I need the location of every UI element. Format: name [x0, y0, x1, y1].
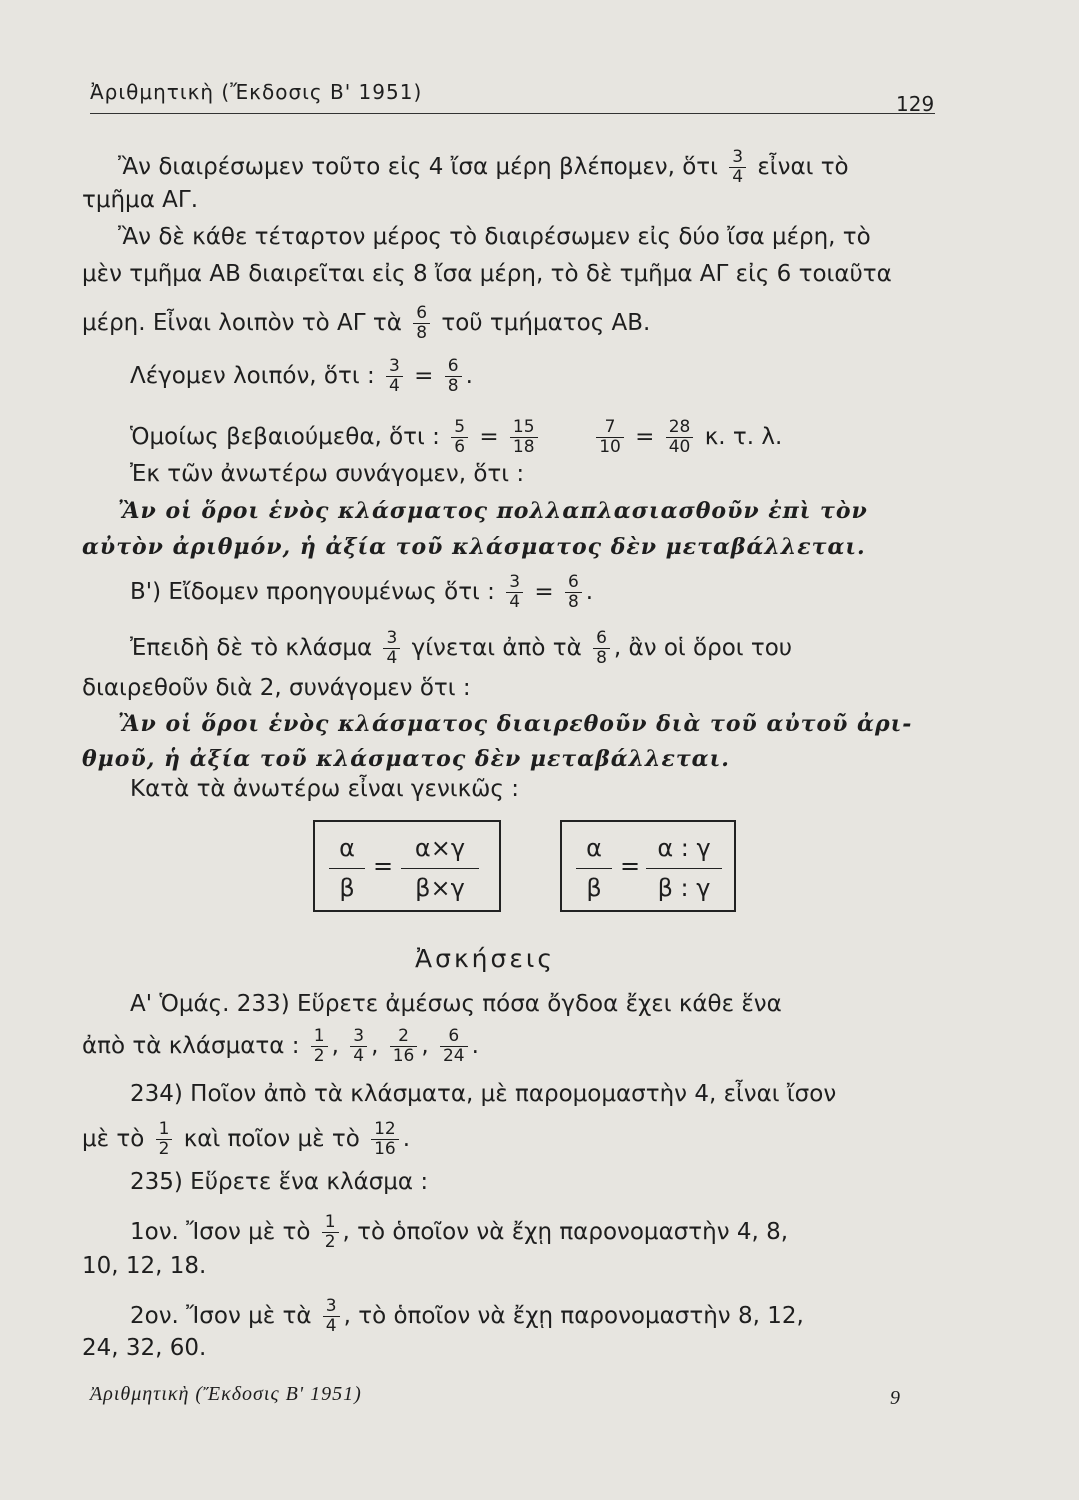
text-line: μέρη. Εἶναι λοιπὸν τὸ ΑΓ τὰ $\frac{6}{8}$ τοῦ τμήματος ΑΒ.: [82, 303, 651, 343]
fraction: $\frac{28}{40}$: [666, 418, 694, 457]
page-number: 129: [896, 92, 935, 116]
text-line: μὲ τὸ $\frac{1}{2}$ καὶ ποῖον μὲ τὸ $\frac{12}{16}$ .: [82, 1119, 411, 1159]
text-line: Ἐκ τῶν ἀνωτέρω συνάγομεν, ὅτι :: [130, 461, 525, 487]
running-title: Ἀριθμητικὴ (Ἔκδοσις Β' 1951): [90, 80, 423, 104]
fraction: $\frac{6}{8}$: [413, 304, 430, 343]
text-line: τμῆμα ΑΓ.: [82, 187, 199, 213]
text-line: ἀπὸ τὰ κλάσματα : $\frac{1}{2}$ , $\frac{3}{4}$ , $\frac{2}{16}$ , $\frac{6}{24}$ .: [82, 1026, 479, 1066]
text-line: 10, 12, 18.: [82, 1253, 207, 1279]
text-line: Κατὰ τὰ ἀνωτέρω εἶναι γενικῶς :: [130, 776, 519, 802]
header-rule: [90, 113, 935, 114]
exercise-234: 234) Ποῖον ἀπὸ τὰ κλάσματα, μὲ παρομομαστὴν 4, εἶναι ἴσον: [130, 1081, 837, 1107]
sheet-number: 9: [890, 1387, 900, 1409]
text-line: 1ον. Ἴσον μὲ τὸ $\frac{1}{2}$ , τὸ ὁποῖον νὰ ἔχῃ παρονομαστὴν 4, 8,: [130, 1212, 789, 1252]
formula-box-multiply: α β = α×γ β×γ: [313, 820, 501, 912]
rule-statement: αὐτὸν ἀριθμόν, ἡ ἀξία τοῦ κλάσματος δὲν μεταβάλλεται.: [82, 534, 866, 560]
text-line: Λέγομεν λοιπόν, ὅτι : $\frac{3}{4}$ = $\frac{6}{8}$ .: [130, 356, 473, 396]
exercises-heading: Ἀσκήσεις: [415, 944, 556, 973]
text-line: διαιρεθοῦν διὰ 2, συνάγομεν ὅτι :: [82, 675, 471, 701]
exercise-235: 235) Εὕρετε ἕνα κλάσμα :: [130, 1169, 429, 1195]
rule-statement: Ἂν οἱ ὅροι ἑνὸς κλάσματος διαιρεθοῦν διὰ τοῦ αὐτοῦ ἀρι-: [118, 711, 913, 737]
rule-statement: θμοῦ, ἡ ἀξία τοῦ κλάσματος δὲν μεταβάλλεται.: [82, 746, 730, 772]
rule-statement: Ἂν οἱ ὅροι ἑνὸς κλάσματος πολλαπλασιασθοῦν ἐπὶ τὸν: [118, 498, 868, 524]
fraction: $\frac{3}{4}$: [386, 357, 403, 396]
fraction: $\frac{15}{18}$: [510, 418, 538, 457]
fraction: $\frac{6}{8}$: [593, 629, 610, 668]
fraction: $\frac{1}{2}$: [311, 1027, 328, 1066]
fraction: $\frac{3}{4}$: [383, 629, 400, 668]
fraction: $\frac{5}{6}$: [451, 418, 468, 457]
fraction: $\frac{7}{10}$: [596, 418, 624, 457]
text-line: Ἐπειδὴ δὲ τὸ κλάσμα $\frac{3}{4}$ γίνεται ἀπὸ τὰ $\frac{6}{8}$ , ἂν οἱ ὅροι του: [130, 628, 793, 668]
text-line: Ἂν δὲ κάθε τέταρτον μέρος τὸ διαιρέσωμεν εἰς δύο ἴσα μέρη, τὸ: [118, 224, 871, 250]
fraction: $\frac{1}{2}$: [322, 1213, 339, 1252]
text-line: 2ον. Ἴσον μὲ τὰ $\frac{3}{4}$ , τὸ ὁποῖον νὰ ἔχῃ παρονομαστὴν 8, 12,: [130, 1296, 804, 1336]
fraction: $\frac{6}{8}$: [445, 357, 462, 396]
fraction: $\frac{3}{4}$: [729, 148, 746, 187]
fraction: $\frac{12}{16}$: [371, 1120, 399, 1159]
text-line: Β') Εἴδομεν προηγουμένως ὅτι : $\frac{3}{4}$ = $\frac{6}{8}$ .: [130, 572, 594, 612]
formula-box-divide: α β = α : γ β : γ: [560, 820, 736, 912]
fraction: $\frac{3}{4}$: [323, 1297, 340, 1336]
footer-signature: Ἀριθμητικὴ (Ἔκδοσις Β' 1951): [90, 1383, 362, 1405]
text-line: 24, 32, 60.: [82, 1335, 207, 1361]
fraction: $\frac{6}{8}$: [565, 573, 582, 612]
fraction: $\frac{3}{4}$: [350, 1027, 367, 1066]
exercise-233: Α' Ὁμάς. 233) Εὕρετε ἀμέσως πόσα ὄγδοα ἔχει κάθε ἕνα: [130, 991, 782, 1017]
text-line: Ὁμοίως βεβαιούμεθα, ὅτι : $\frac{5}{6}$ = $\frac{15}{18}$ $\frac{7}{10}$ = $\frac{28}{40}$ κ. τ. λ.: [130, 417, 783, 457]
text-line: μὲν τμῆμα ΑΒ διαιρεῖται εἰς 8 ἴσα μέρη, τὸ δὲ τμῆμα ΑΓ εἰς 6 τοιαῦτα: [82, 261, 892, 287]
fraction: $\frac{1}{2}$: [156, 1120, 173, 1159]
text-line: Ἂν διαιρέσωμεν τοῦτο εἰς 4 ἴσα μέρη βλέπομεν, ὅτι $\frac{3}{4}$ εἶναι τὸ: [118, 147, 849, 187]
fraction: $\frac{3}{4}$: [506, 573, 523, 612]
fraction: $\frac{2}{16}$: [390, 1027, 418, 1066]
fraction: $\frac{6}{24}$: [440, 1027, 468, 1066]
